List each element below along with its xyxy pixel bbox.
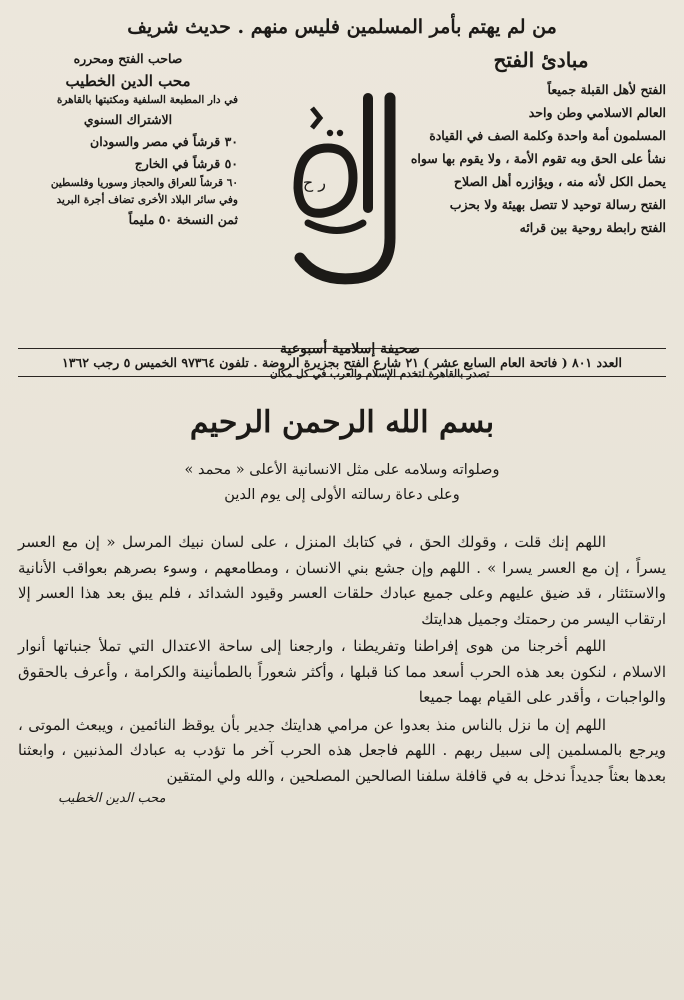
basmala: بسم الله الرحمن الرحيم [189, 405, 495, 440]
al-fath-calligraphy-logo [278, 88, 418, 298]
principles-heading: مبادئ الفتح [493, 48, 589, 72]
article-body [18, 530, 666, 789]
publisher-address: في دار المطبعة السلفية ومكتبتها بالقاهرة [56, 94, 238, 106]
prayer-paragraph: اللهم إن ما نزل بالناس منذ بعدوا عن مرامي هدايتك جدير بأن يوقظ النائمين ، ويبعث الموتى ، ويرجع بالمسلمين إلى سبيل ربهم . اللهم فاجعل هذه الحرب آخر ما تؤدب به عبادك المذنبين ، وابعثنا بعدها بعثاً جديداً ندخل به في قافلة سلفنا الصالحين المصلحين ، والله ولي المتقين [18, 715, 666, 785]
copy-price: ثمن النسخة ٥٠ مليماً [128, 212, 238, 227]
hadith-banner: من لم يهتم بأمر المسلمين فليس منهم . حديث شريف [127, 16, 557, 38]
subscription-title: الاشتراك السنوي [83, 112, 173, 127]
publisher-title: صاحب الفتح ومحرره [73, 51, 183, 66]
principle-line: العالم الاسلامي وطن واحد [528, 105, 666, 120]
publisher-column [18, 48, 238, 231]
author-signature: محب الدين الخطيب [58, 791, 166, 806]
principle-line: نشأ على الحق وبه تقوم الأمة ، ولا يقوم بها سواه [410, 151, 666, 166]
subscription-line: وفي سائر البلاد الأخرى تضاف أجرة البريد [56, 194, 238, 206]
prayer-paragraph: اللهم إنك قلت ، وقولك الحق ، في كتابك المنزل ، على لسان نبيك المرسل « إن مع العسر يسراً ، إن مع العسر يسرا » . اللهم وإن جشع بني الانسان ، ومطامعهم ، وسوء بصرهم بعواقب الأنانية والاستئثار ، قد ضيق عليهم وعلى جميع عبادك حلقات العسر وقيود الشدائد ، فلم يبق بعد هذا العسر إلا ارتقاب اليسر من رحمتك وجميل هدايتك [18, 533, 666, 628]
svg-text:ر ح: ر ح [302, 173, 326, 192]
principle-line: الفتح رسالة توحيد لا تتصل بهيئة ولا بحزب [449, 197, 666, 212]
subscription-line: ٦٠ قرشاً للعراق والحجاز وسوريا وفلسطين [50, 177, 238, 189]
principle-line: الفتح رابطة روحية بين قرائه [519, 220, 666, 235]
prayer-paragraph: اللهم أخرجنا من هوى إفراطنا وتفريطنا ، وارجعنا إلى ساحة الاعتدال التي تملأ جنباتها أنوار الاسلام ، لنكون بعد هذه الحرب أسعد مما كنا قبلها ، وأكثر شعوراً بالطمأنينة والكرامة ، وأعرف بالحقوق والواجبات ، وأقدر على القيام بهما جميعا [18, 637, 666, 706]
principle-line: الفتح لأهل القبلة جميعاً [547, 82, 666, 97]
principle-line: المسلمون أمة واحدة وكلمة الصف في القيادة [429, 128, 666, 143]
greeting-line: وعلى دعاة رسالته الأولى إلى يوم الدين [224, 487, 460, 503]
subscription-line: ٥٠ قرشاً في الخارج [134, 156, 238, 171]
logo-area [248, 48, 448, 308]
principle-line: يحمل الكل لأنه منه ، ويؤازره أهل الصلاح [453, 174, 666, 189]
issue-info-line: العدد ٨٠١ ( فاتحة العام السابع عشر ) ٢١ شارع الفتح بجزيرة الروضة . تلفون ٩٧٣٦٤ الخميس ٥ رجب ١٣٦٢ [62, 355, 622, 370]
subscription-line: ٣٠ قرشاً في مصر والسودان [90, 134, 238, 149]
publisher-name: محب الدين الخطيب [65, 72, 191, 90]
masthead-subtitle-note: تصدر بالقاهرة لتخدم الإسلام والعرب في كل مكان [270, 368, 490, 380]
principles-column [410, 48, 666, 239]
masthead-subtitle: صحيفة إسلامية أسبوعية [280, 341, 420, 357]
greeting-line: وصلواته وسلامه على مثل الانسانية الأعلى « محمد » [184, 462, 500, 478]
